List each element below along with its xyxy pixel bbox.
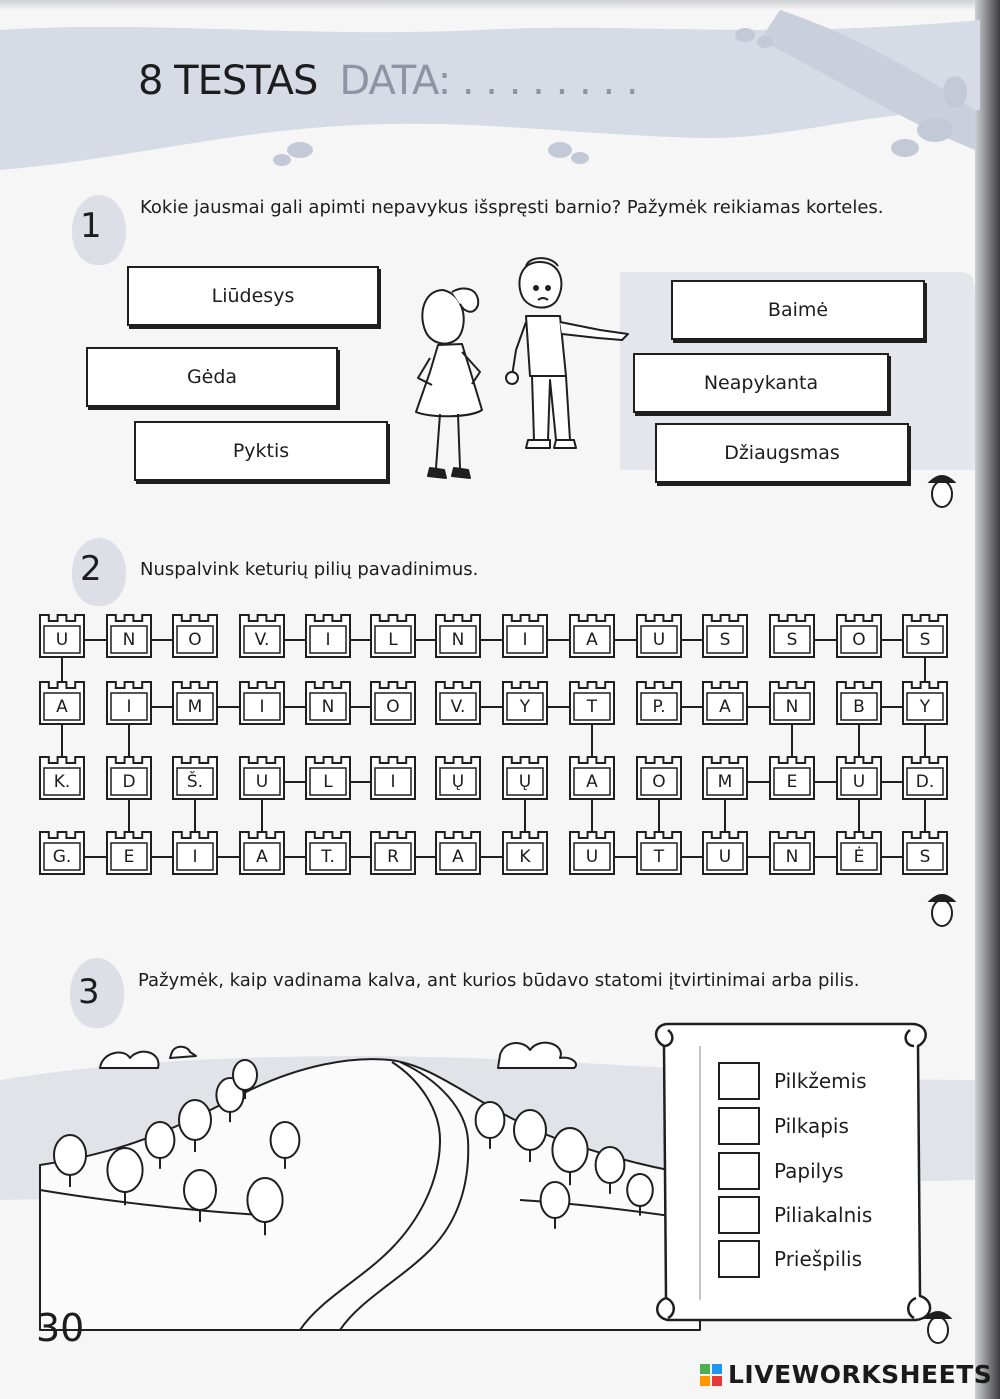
castle-letter-cell[interactable]: A [256, 847, 268, 867]
castle-letter-cell[interactable]: S [719, 630, 731, 650]
castle-letter-cell[interactable]: R [387, 847, 399, 867]
castle-letter-cell[interactable]: U [585, 847, 599, 867]
castle-letter-cell[interactable]: I [390, 772, 396, 792]
castle-letter-cell[interactable]: T. [321, 847, 335, 867]
castle-letter-cell[interactable]: L [388, 630, 398, 650]
castle-letter-cell[interactable]: U [852, 772, 866, 792]
checkbox[interactable] [718, 1107, 760, 1145]
castle-letter-cell[interactable]: A [719, 697, 731, 717]
task-2-question: Nuspalvink keturių pilių pavadinimus. [140, 559, 479, 580]
castle-letter-cell[interactable]: A [56, 697, 68, 717]
option-papilys[interactable] [718, 1152, 843, 1190]
castle-letter-cell[interactable]: M [717, 772, 733, 792]
castle-letter-cell[interactable]: Ė [853, 847, 865, 867]
castle-letter-cell[interactable]: Y [919, 697, 931, 717]
task-3-number: 3 [78, 972, 100, 1012]
option-label: Pilkžemis [774, 1069, 867, 1093]
option-pilkapis[interactable] [718, 1107, 849, 1145]
castle-letter-cell[interactable]: I [126, 697, 132, 717]
task-1-number: 1 [80, 206, 102, 246]
watermark-text: LIVEWORKSHEETS [728, 1360, 993, 1389]
castle-letter-cell[interactable]: K. [53, 772, 71, 792]
castle-letter-cell[interactable]: A [586, 772, 598, 792]
castle-letter-cell[interactable]: T [586, 697, 598, 717]
castle-letter-cell[interactable]: E [123, 847, 135, 867]
card-label: Džiaugsmas [724, 442, 840, 464]
castle-letter-cell[interactable]: N [321, 697, 335, 717]
castle-letter-cell[interactable]: I [325, 630, 331, 650]
castle-letter-cell[interactable]: G. [52, 847, 72, 867]
castle-letter-cell[interactable]: A [452, 847, 464, 867]
castle-letter-cell[interactable]: S [919, 630, 931, 650]
task-2-number: 2 [80, 549, 102, 589]
option-priespilis[interactable] [718, 1240, 862, 1278]
card-label: Pyktis [232, 440, 290, 462]
castle-letter-cell[interactable]: D. [915, 772, 935, 792]
card-label: Baimė [767, 299, 829, 321]
task-1-question: Kokie jausmai gali apimti nepavykus išspręsti barnio? Pažymėk reikiamas korteles. [140, 197, 884, 218]
castle-letter-cell[interactable]: Y [519, 697, 531, 717]
liveworksheets-logo-icon [700, 1364, 722, 1386]
castle-letter-cell[interactable]: Ų [518, 772, 532, 792]
castle-letter-cell[interactable]: Š. [186, 772, 204, 792]
castle-letter-cell[interactable]: A [586, 630, 598, 650]
castle-letter-cell[interactable]: U [718, 847, 732, 867]
castle-letter-cell[interactable]: E [786, 772, 798, 792]
castle-letter-cell[interactable]: Ų [451, 772, 465, 792]
checkbox[interactable] [718, 1062, 760, 1100]
castle-letter-cell[interactable]: V. [254, 630, 270, 650]
checkbox[interactable] [718, 1196, 760, 1234]
castle-letter-cell[interactable]: O [852, 630, 866, 650]
castle-letter-cell[interactable]: D [122, 772, 136, 792]
castle-letter-cell[interactable]: O [652, 772, 666, 792]
card-label: Liūdesys [211, 285, 295, 307]
castle-letter-cell[interactable]: M [187, 697, 203, 717]
castle-letter-cell[interactable]: N [451, 630, 465, 650]
card-label: Gėda [186, 366, 238, 388]
castle-letter-cell[interactable]: N [122, 630, 136, 650]
castle-letter-cell[interactable]: S [786, 630, 798, 650]
castle-letter-cell[interactable]: N [785, 697, 799, 717]
castle-letter-cell[interactable]: O [188, 630, 202, 650]
option-label: Priešpilis [774, 1247, 862, 1271]
page-number: 30 [36, 1306, 85, 1350]
castle-letter-cell[interactable]: U [255, 772, 269, 792]
option-label: Pilkapis [774, 1114, 849, 1138]
castle-letter-cell[interactable]: I [522, 630, 528, 650]
castle-letter-cell[interactable]: T [653, 847, 665, 867]
castle-letter-cell[interactable]: S [919, 847, 931, 867]
castle-letter-cell[interactable]: I [192, 847, 198, 867]
checkbox[interactable] [718, 1152, 760, 1190]
option-pilkzemis[interactable] [718, 1062, 867, 1100]
castle-letter-cell[interactable]: P. [652, 697, 666, 717]
castle-letter-cell[interactable]: N [785, 847, 799, 867]
checkbox[interactable] [718, 1240, 760, 1278]
castle-letter-cell[interactable]: U [652, 630, 666, 650]
castle-letter-cell[interactable]: O [386, 697, 400, 717]
card-label: Neapykanta [703, 372, 819, 394]
castle-letter-cell[interactable]: V. [450, 697, 466, 717]
date-label: DATA: . . . . . . . . [339, 58, 638, 104]
option-label: Papilys [774, 1159, 844, 1183]
option-label: Piliakalnis [774, 1203, 873, 1227]
option-piliakalnis[interactable] [718, 1196, 872, 1234]
test-title: 8 TESTAS [138, 58, 318, 104]
watermark [700, 1360, 992, 1389]
castle-letter-cell[interactable]: B [853, 697, 865, 717]
castle-letter-cell[interactable]: I [259, 697, 265, 717]
castle-letter-cell[interactable]: U [55, 630, 69, 650]
castle-letter-cell[interactable]: K [519, 847, 531, 867]
task-3-question: Pažymėk, kaip vadinama kalva, ant kurios būdavo statomi įtvirtinimai arba pilis. [138, 970, 860, 991]
castle-letter-cell[interactable]: L [323, 772, 333, 792]
